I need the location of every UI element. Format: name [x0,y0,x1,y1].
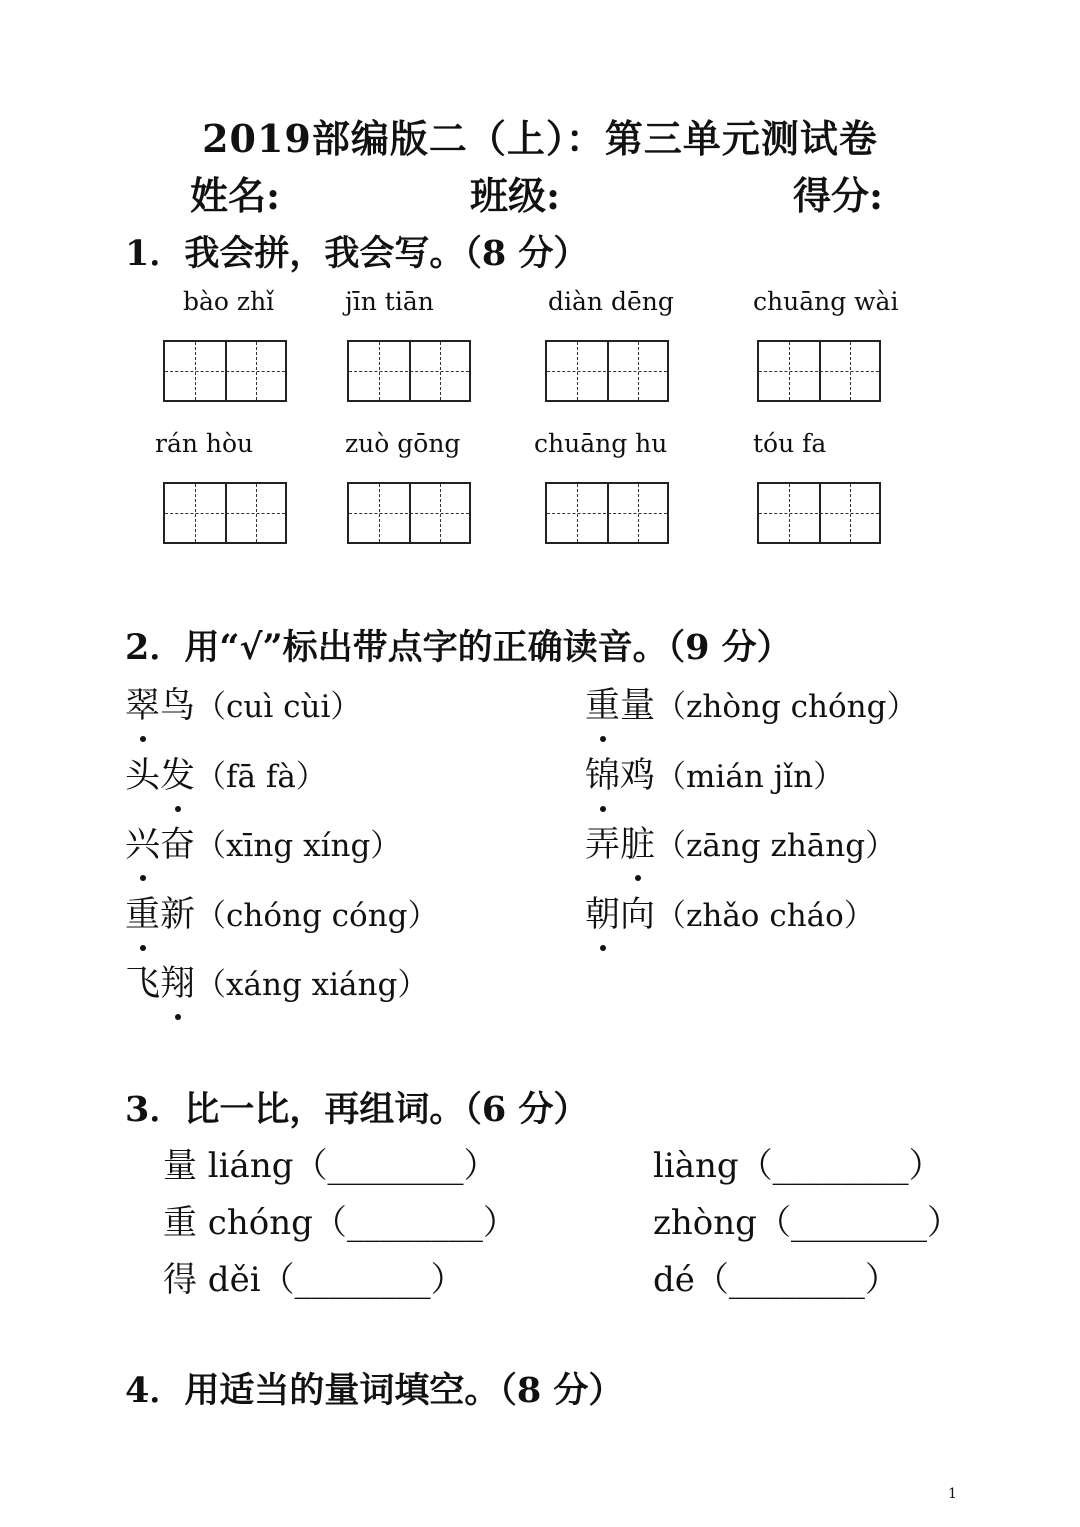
dotted-char: 发 [160,748,195,798]
reading-item [125,887,439,937]
item-char: 头 [125,756,161,796]
reading-options[interactable]: （chóng cóng） [195,898,439,934]
pinyin-label: chuāng wài [753,287,899,316]
pinyin-label: tóu fa [753,429,827,458]
item-char: 奋 [160,825,196,865]
q2-heading: 2．用“√”标出带点字的正确读音。（9 分） [125,627,792,668]
pinyin-label: rán hòu [155,429,254,458]
q4-heading: 4．用适当的量词填空。（8 分） [125,1370,624,1411]
dotted-char: 脏 [620,817,655,867]
writing-grid[interactable] [757,482,881,544]
score-label: 得分: [793,173,884,218]
name-label: 姓名: [190,173,281,218]
pinyin-label: diàn dēng [548,287,674,316]
writing-grid[interactable] [545,482,669,544]
q1-heading: 1．我会拼，我会写。（8 分） [125,233,589,274]
word-fill-blank[interactable]: 量 liáng（________） [163,1146,498,1186]
pinyin-label: zuò gōng [345,429,461,458]
reading-item [585,748,844,798]
page-title: 2019部编版二（上）：第三单元测试卷 [202,116,878,161]
reading-item [125,678,361,728]
item-char: 量 [620,686,656,726]
reading-options[interactable]: （mián jǐn） [655,759,845,795]
item-char: 弄 [585,825,621,865]
item-char: 鸡 [620,756,656,796]
page-number: 1 [948,1486,957,1502]
writing-grid[interactable] [347,340,471,402]
item-char: 向 [620,895,656,935]
reading-item [585,817,896,867]
word-fill-blank[interactable]: zhòng（________） [653,1203,961,1243]
item-char: 飞 [125,964,161,1004]
reading-options[interactable]: （xáng xiáng） [195,967,429,1003]
reading-options[interactable]: （zhǎo cháo） [655,898,875,934]
writing-grid[interactable] [347,482,471,544]
reading-item [125,817,401,867]
dotted-char: 翠 [125,678,160,728]
item-char: 新 [160,895,196,935]
reading-item [585,678,917,728]
dotted-char: 重 [585,678,620,728]
pinyin-label: bào zhǐ [183,287,275,316]
reading-options[interactable]: （cuì cùi） [195,689,362,725]
word-fill-blank[interactable]: dé（________） [653,1260,899,1300]
dotted-char: 翔 [160,956,195,1006]
dotted-char: 重 [125,887,160,937]
reading-options[interactable]: （zhòng chóng） [655,689,918,725]
reading-options[interactable]: （fā fà） [195,759,327,795]
class-label: 班级: [470,173,561,218]
reading-options[interactable]: （zāng zhāng） [655,828,897,864]
word-fill-blank[interactable]: liàng（________） [653,1146,943,1186]
dotted-char: 兴 [125,817,160,867]
reading-item [585,887,875,937]
writing-grid[interactable] [163,482,287,544]
pinyin-label: chuāng hu [534,429,668,458]
q3-heading: 3．比一比，再组词。（6 分） [125,1089,589,1130]
reading-options[interactable]: （xīng xíng） [195,828,402,864]
writing-grid[interactable] [757,340,881,402]
dotted-char: 朝 [585,887,620,937]
writing-grid[interactable] [163,340,287,402]
word-fill-blank[interactable]: 得 děi（________） [163,1260,465,1300]
word-fill-blank[interactable]: 重 chóng（________） [163,1203,517,1243]
reading-item [125,956,428,1006]
pinyin-label: jīn tiān [345,287,434,316]
dotted-char: 锦 [585,748,620,798]
item-char: 鸟 [160,686,196,726]
reading-item [125,748,327,798]
writing-grid[interactable] [545,340,669,402]
